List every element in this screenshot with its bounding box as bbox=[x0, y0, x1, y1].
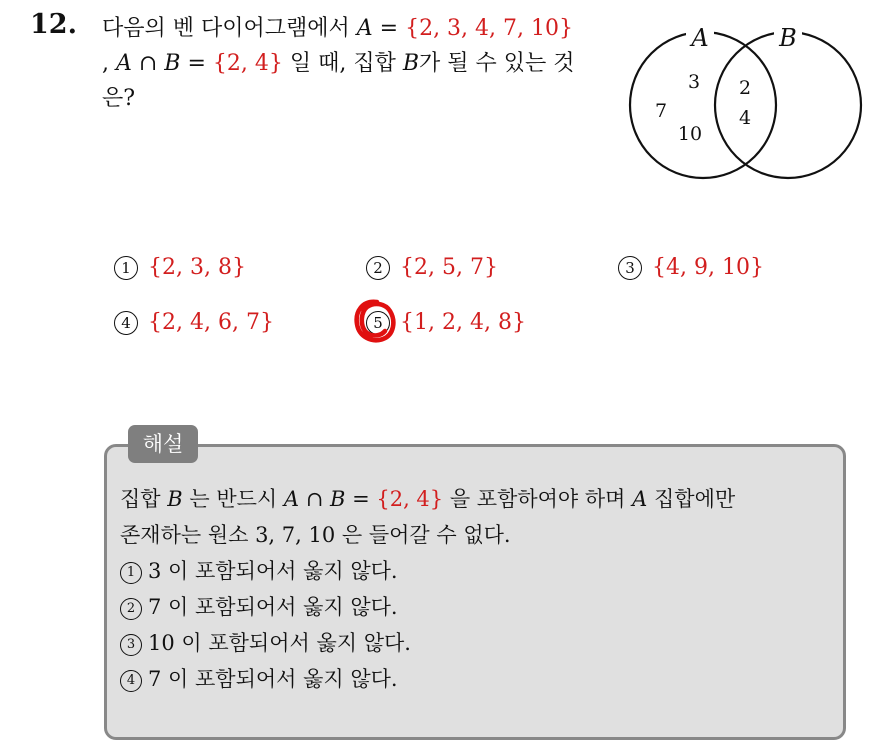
set-b-variable: B bbox=[402, 51, 420, 76]
intersection-elements: {2, 4} bbox=[212, 51, 283, 76]
solution-tab-label: 해설 bbox=[128, 425, 198, 463]
option-marker: 1 bbox=[114, 256, 138, 280]
line2-prefix: , bbox=[102, 51, 116, 76]
solution-line-1 bbox=[120, 481, 832, 517]
venn-only-a-element: 10 bbox=[677, 123, 703, 145]
solution-text-segment: 집합 bbox=[120, 487, 168, 511]
venn-circle-a bbox=[630, 32, 776, 178]
solution-intersection-elements: {2, 4} bbox=[376, 487, 444, 511]
question-text-mid: 일 때, 집합 bbox=[282, 51, 403, 76]
solution-text-segment: 는 반드시 bbox=[182, 487, 284, 511]
reason-text: 7 이 포함되어서 옳지 않다. bbox=[148, 667, 398, 691]
reason-marker: 3 bbox=[120, 634, 142, 656]
venn-only-a-element: 3 bbox=[687, 71, 701, 93]
reason-text: 3 이 포함되어서 옳지 않다. bbox=[148, 559, 398, 583]
option-value: {1, 2, 4, 8} bbox=[400, 310, 526, 335]
venn-only-a-element: 7 bbox=[654, 100, 668, 122]
option-4[interactable] bbox=[114, 310, 274, 335]
intersection-expression: A ∩ B = bbox=[116, 51, 213, 76]
reason-text: 7 이 포함되어서 옳지 않다. bbox=[148, 595, 398, 619]
question-text bbox=[102, 11, 607, 116]
solution-text-segment: 을 포함하여야 하며 bbox=[443, 487, 633, 511]
reason-text: 10 이 포함되어서 옳지 않다. bbox=[148, 631, 411, 655]
set-a-elements: {2, 3, 4, 7, 10} bbox=[405, 16, 573, 41]
solution-variable-b: B bbox=[167, 487, 183, 511]
solution-variable-a: A bbox=[632, 487, 648, 511]
answer-circle-mark bbox=[352, 296, 398, 346]
question-text-pre: 다음의 벤 다이어그램에서 bbox=[102, 16, 357, 41]
solution-reason bbox=[120, 661, 832, 697]
solution-reason bbox=[120, 625, 832, 661]
venn-both-element: 4 bbox=[738, 107, 752, 129]
venn-circle-b bbox=[715, 32, 861, 178]
venn-both-element: 2 bbox=[738, 77, 752, 99]
option-marker: 4 bbox=[114, 311, 138, 335]
solution-reason bbox=[120, 553, 832, 589]
option-marker: 5 bbox=[366, 311, 390, 335]
reason-marker: 2 bbox=[120, 598, 142, 620]
reason-marker: 4 bbox=[120, 670, 142, 692]
option-value: {4, 9, 10} bbox=[652, 255, 764, 280]
set-a-expression: A = bbox=[356, 16, 406, 41]
option-marker: 3 bbox=[618, 256, 642, 280]
option-2[interactable] bbox=[366, 255, 498, 280]
option-value: {2, 5, 7} bbox=[400, 255, 498, 280]
solution-line-2: 존재하는 원소 3, 7, 10 은 들어갈 수 없다. bbox=[120, 523, 511, 547]
solution-reason bbox=[120, 589, 832, 625]
option-3[interactable] bbox=[618, 255, 764, 280]
option-value: {2, 3, 8} bbox=[148, 255, 246, 280]
reason-marker: 1 bbox=[120, 562, 142, 584]
venn-diagram bbox=[628, 20, 864, 182]
question-number: 12. bbox=[30, 9, 77, 40]
option-value: {2, 4, 6, 7} bbox=[148, 310, 274, 335]
solution-intersection-expression: A ∩ B = bbox=[283, 487, 377, 511]
solution-text bbox=[120, 481, 832, 697]
venn-label-b: B bbox=[779, 24, 797, 52]
option-marker: 2 bbox=[366, 256, 390, 280]
venn-label-a: A bbox=[691, 24, 709, 52]
solution-text-segment: 집합에만 bbox=[647, 487, 736, 511]
option-1[interactable] bbox=[114, 255, 246, 280]
question-text-post: 가 될 수 있는 것은? bbox=[102, 51, 575, 111]
